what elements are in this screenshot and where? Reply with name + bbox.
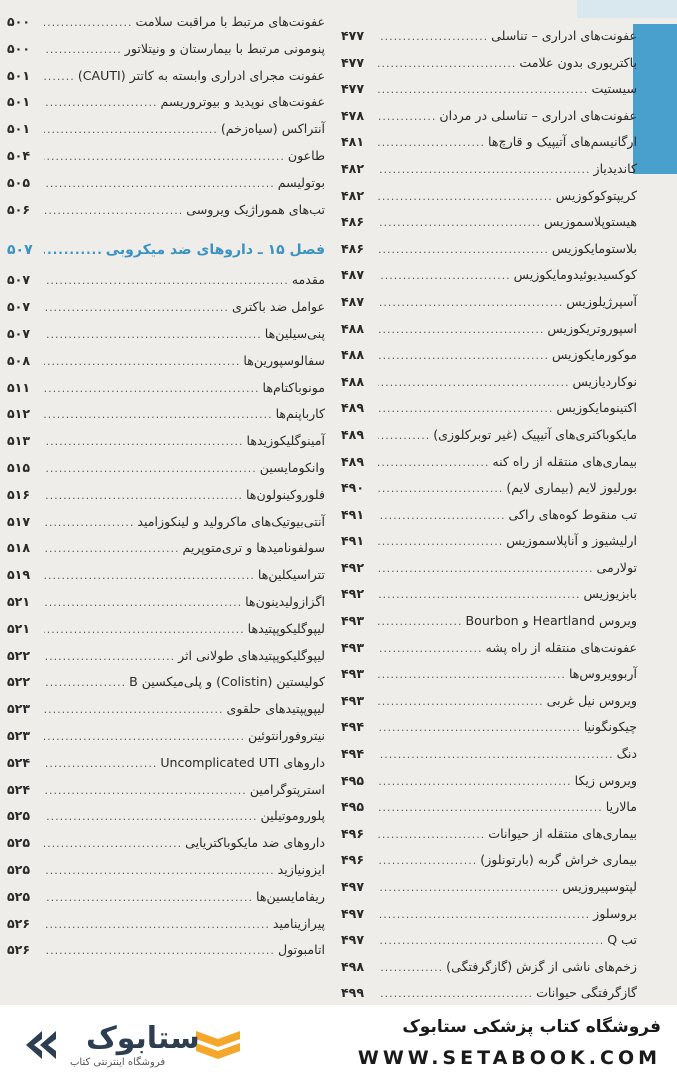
leader-dots [44,757,157,770]
toc-entry [7,41,325,68]
leader-dots [378,934,604,947]
toc-entry [341,719,637,746]
toc-entry-title: پلوروموتیلین [260,808,325,824]
toc-entry [341,108,637,135]
toc-entry [7,540,325,567]
toc-entry-page: ۵۲۳ [7,701,31,717]
toc-entry-page: ۵۰۷ [7,272,31,288]
toc-entry [341,374,637,401]
toc-entry-page: ۴۷۷ [341,81,365,97]
leader-dots [378,748,614,761]
leader-dots [378,615,462,628]
leader-dots [44,810,258,823]
toc-entry-page: ۴۹۶ [341,825,365,841]
toc-entry-title: زخم‌های ناشی از گزش (گازگرفتگی) [446,958,637,974]
toc-entry-title: لیپوگلیکوپپتیدهای طولانی اثر [178,647,325,663]
toc-entry-page: ۴۸۲ [341,187,365,203]
toc-entry [7,121,325,148]
toc-entry-page: ۴۷۷ [341,28,365,43]
toc-entry [7,916,325,943]
toc-entry [7,406,325,433]
toc-entry-title: تب‌های هموراژیک ویروسی [186,201,325,217]
toc-entry [7,594,325,621]
toc-entry-page: ۴۹۱ [341,533,365,549]
toc-entry-title: تتراسیکلین‌ها [257,567,325,583]
toc-entry-page: ۴۸۶ [341,240,365,256]
toc-entry-page: ۴۸۹ [341,426,365,442]
toc-entry [7,701,325,728]
leader-dots [378,695,544,708]
toc-entry-title: تولارمی [596,559,637,575]
toc-entry [341,134,637,161]
leader-dots [378,376,569,389]
toc-entry-page: ۴۹۰ [341,480,365,496]
toc-entry-title: باکتریوری بدون علامت [519,54,637,70]
toc-entry-page: ۵۲۵ [7,808,31,824]
toc-entry [341,347,637,374]
toc-entry [341,852,637,879]
toc-entry-title: مقدمه [291,272,325,288]
leader-dots [44,43,122,56]
toc-entry-page: ۴۹۲ [341,586,365,602]
toc-entry-page: ۵۱۹ [7,567,31,583]
toc-entry-page: ۴۹۳ [341,692,365,708]
toc-entry [341,28,637,55]
toc-entry-title: استرپتوگرامین [249,781,325,797]
leader-dots [378,216,541,229]
toc-entry [341,241,637,268]
toc-entry-page: ۵۲۵ [7,835,31,851]
toc-entry-page: ۵۲۶ [7,942,31,958]
chapter-tab [633,24,677,174]
leader-dots [378,349,549,362]
toc-entry [7,272,325,299]
leader-dots [44,623,245,636]
toc-entry [341,507,637,534]
leader-dots [378,323,544,336]
toc-entry-page: ۴۹۲ [341,559,365,575]
toc-entry-title: آمینوگلیکوزیدها [246,433,325,449]
leader-dots [44,837,182,850]
leader-dots [44,70,75,83]
toc-entry [7,862,325,889]
toc-entry-page: ۴۸۹ [341,400,365,416]
toc-entry-title: موکورمایکوزیس [551,347,637,363]
toc-entry-title: آنتی‌بیوتیک‌های ماکرولید و لینکوزامید [137,513,325,529]
leader-dots [44,301,229,314]
leader-dots [44,784,247,797]
toc-entry-title: هیستوپلاسموزیس [544,214,637,230]
chapter-title: فصل ۱۵ ـ داروهای ضد میکروبی [105,242,325,259]
toc-entry-title: کارباپنم‌ها [275,406,325,422]
toc-entry-page: ۵۲۴ [7,781,31,797]
leader-dots [44,462,257,475]
footer-banner [0,1005,677,1080]
toc-entry-title: عفونت‌های ادراری – تناسلی [491,28,637,43]
toc-entry-title: ویروس Heartland و Bourbon [465,613,637,629]
toc-entry-title: کریپتوکوکوزیس [555,187,637,203]
toc-entry [7,621,325,648]
leader-dots [378,110,436,123]
toc-entry-title: آسپرژیلوزیس [566,293,637,309]
leader-dots [378,83,588,96]
toc-entry-page: ۴۸۸ [341,373,365,389]
leader-dots [378,402,553,415]
toc-entry-page: ۵۰۵ [7,174,31,190]
toc-entry-page: ۴۹۷ [341,879,365,894]
toc-entry [7,567,325,594]
toc-entry-title: عفونت‌های ادراری – تناسلی در مردان [439,107,637,123]
toc-entry-page: ۵۱۵ [7,459,31,475]
toc-entry-title: سیستیت [591,81,637,97]
leader-dots [44,891,253,904]
toc-entry-title: داروهای Uncomplicated UTI [160,754,325,770]
toc-entry-page: ۴۹۳ [341,613,365,629]
toc-entry [7,148,325,175]
toc-entry-page: ۵۲۵ [7,861,31,877]
toc-entry-page: ۵۱۷ [7,513,31,529]
toc-entry-title: بوتولیسم [277,174,325,190]
toc-entry [341,321,637,348]
toc-entry-title: وانکومایسین [259,459,325,475]
toc-entry-page: ۵۰۰ [7,14,31,29]
leader-dots [44,96,158,109]
leader-dots [378,429,430,442]
toc-entry-title: بلاستومایکوزیس [551,240,637,256]
leader-dots [378,30,488,43]
toc-entry [341,400,637,427]
toc-entry-page: ۴۸۱ [341,134,365,150]
toc-entry-title: اتامبوتول [277,942,325,958]
toc-entry [7,808,325,835]
toc-entry [341,906,637,933]
toc-entry-title: عفونت‌های مرتبط با مراقبت سلامت [135,14,325,29]
toc-entry-title: تب Q [607,932,637,948]
toc-entry-page: ۴۹۳ [341,666,365,682]
toc-entry-title: آربوویروس‌ها [568,666,637,682]
toc-entry-page: ۵۰۸ [7,352,31,368]
toc-entry-page: ۴۹۹ [341,985,365,1001]
toc-entry-title: تب منقوط کوه‌های راکی [508,506,637,522]
leader-dots [378,668,566,681]
leader-dots [378,908,590,921]
toc-entry-title: عوامل ضد باکتری [231,299,325,315]
logo-subtitle: فروشگاه اینترنتی کتاب [70,1057,166,1068]
toc-entry-title: دنگ [616,746,637,762]
toc-entry [341,188,637,215]
toc-entry-title: نیتروفورانتوئین [248,727,325,743]
toc-entry [7,175,325,202]
toc-entry-title: کولیستین (Colistin) و پلی‌میکسین B [129,674,325,690]
toc-entry [7,674,325,701]
toc-entry-page: ۴۷۸ [341,107,365,123]
toc-entry [7,68,325,95]
toc-entry [341,932,637,959]
toc-entry-title: آنتراکس (سیاه‌زخم) [220,121,325,137]
toc-entry [341,773,637,800]
toc-entry-title: پنی‌سیلین‌ها [264,325,325,341]
store-url[interactable]: WWW.SETABOOK.COM [357,1047,661,1069]
toc-entry [7,889,325,916]
toc-entry-title: بابزیوزیس [583,586,637,602]
leader-dots [378,269,511,282]
leader-dots [378,136,485,149]
toc-entry [341,214,637,241]
toc-entry [7,299,325,326]
toc-entry [341,959,637,986]
toc-entry [7,380,325,407]
leader-dots [44,408,273,421]
toc-entry-page: ۴۹۳ [341,639,365,655]
toc-entry [7,353,325,380]
toc-entry-page: ۴۹۷ [341,905,365,921]
leader-dots [378,163,591,176]
toc-entry-page: ۴۸۷ [341,293,365,309]
toc-entry-page: ۴۹۶ [341,852,365,868]
toc-entry [7,487,325,514]
leader-dots [378,456,489,469]
toc-entry [341,640,637,667]
toc-entry [341,267,637,294]
toc-entry-title: گازگرفتگی حیوانات [536,985,637,1001]
leader-dots [44,944,275,957]
toc-entry [341,586,637,613]
leader-dots [44,123,218,136]
toc-entry-title: نوکاردیازیس [572,373,637,389]
toc-entry-title: لیپوگلیکوپپتیدها [247,620,325,636]
toc-entry-title: بروسلوز [593,905,637,921]
leader-dots [378,509,506,522]
toc-entry [341,985,637,1005]
toc-entry-page: ۵۲۲ [7,647,31,663]
leader-dots [378,296,563,309]
leader-dots [44,489,243,502]
toc-entry [7,433,325,460]
toc-entry [7,94,325,121]
logo-text: ستابوک [86,1021,200,1056]
leader-dots [378,801,603,814]
toc-entry [341,693,637,720]
leader-dots [378,190,553,203]
leader-dots [44,177,275,190]
toc-entry [341,81,637,108]
toc-entry-page: ۵۲۶ [7,915,31,931]
toc-entry-title: پیرازینامید [272,915,325,931]
toc-entry-title: پنومونی مرتبط با بیمارستان و ونیتلاتور [124,40,325,56]
leader-dots [44,435,244,448]
toc-entry-title: ویروس زیکا [574,772,637,788]
toc-entry [7,835,325,862]
leader-dots [44,150,285,163]
toc-entry [7,728,325,755]
leader-dots [44,16,133,29]
toc-left-column [7,14,325,969]
toc-entry-page: ۵۲۱ [7,620,31,636]
toc-entry-page: ۵۱۳ [7,433,31,449]
toc-entry-title: طاعون [287,147,325,163]
toc-entry-page: ۴۹۷ [341,932,365,948]
toc-entry-page: ۵۱۲ [7,406,31,422]
toc-entry-title: اکتینومایکوزیس [556,400,637,416]
toc-entry-page: ۵۰۷ [7,325,31,341]
toc-entry-page: ۵۲۴ [7,754,31,770]
toc-entry-page: ۵۲۳ [7,727,31,743]
toc-entry-page: ۴۹۸ [341,958,365,974]
toc-entry [341,454,637,481]
toc-entry-title: ایزونیازید [277,861,325,877]
toc-entry-title: عفونت‌های نوپدید و بیوتروریسم [160,94,325,110]
toc-entry-title: بیماری خراش گربه (بارتونلوز) [480,852,637,868]
toc-entry-title: داروهای ضد مایکوباکتریایی [185,835,325,851]
leader-dots [378,854,477,867]
toc-entry [7,460,325,487]
leader-dots [44,328,262,341]
toc-entry-page: ۵۱۱ [7,379,31,395]
leader-dots [44,596,242,609]
toc-entry [7,755,325,782]
chapter-page: ۵۰۷ [7,242,33,259]
chapter-heading [7,242,325,272]
leader-dots [378,588,581,601]
toc-entry [341,55,637,82]
leader-dots [44,864,275,877]
toc-entry-title: کاندیدیاز [593,160,637,176]
toc-entry-title: مالاریا [605,799,637,815]
toc-entry-title: چیکونگونیا [583,719,637,735]
toc-entry [341,879,637,906]
toc-entry-page: ۴۸۷ [341,267,365,283]
toc-entry-page: ۵۰۰ [7,40,31,56]
leader-dots [44,274,289,287]
toc-entry-page: ۴۸۸ [341,320,365,336]
toc-entry [7,14,325,41]
toc-entry-page: ۵۰۱ [7,94,31,110]
toc-entry-page: ۴۹۱ [341,506,365,522]
leader-dots [378,828,485,841]
toc-entry [7,648,325,675]
toc-entry [7,782,325,809]
toc-entry-title: ریفامایسین‌ها [256,888,325,904]
toc-entry-title: ارلیشیوز و آناپلاسموزیس [506,533,637,549]
toc-entry [7,942,325,969]
toc-entry-title: سفالوسپورین‌ها [243,352,325,368]
toc-entry-title: بیماری‌های منتقله از حیوانات [488,825,637,841]
leader-dots [44,516,134,529]
toc-entry-title: بورلیوز لایم (بیماری لایم) [506,480,637,496]
page-corner [577,0,677,18]
toc-entry-page: ۵۱۸ [7,540,31,556]
toc-entry-title: لپتوسپیروزیس [562,879,637,894]
toc-entry [7,326,325,353]
toc-entry-title: اگزازولیدینون‌ها [245,593,325,609]
toc-entry-title: عفونت مجرای ادراری وابسته به کاتتر (CAUTI) [77,67,325,83]
toc-entry-page: ۵۲۵ [7,888,31,904]
toc-entry-page: ۵۰۷ [7,299,31,315]
leader-dots [44,650,175,663]
leader-dots [378,881,559,894]
leader-dots [44,243,103,257]
leader-dots [44,204,183,217]
leader-dots [44,382,259,395]
leader-dots [378,961,443,974]
toc-entry [341,560,637,587]
setabook-logo[interactable] [16,1019,246,1071]
toc-entry-page: ۵۰۱ [7,121,31,137]
toc-entry-title: مونوباکتام‌ها [262,379,325,395]
toc-entry [341,666,637,693]
toc-entry-page: ۴۹۵ [341,799,365,815]
toc-entry [341,294,637,321]
leader-dots [44,676,126,689]
toc-entry-page: ۵۰۴ [7,147,31,163]
store-name: فروشگاه کتاب پزشکی ستابوک [402,1017,661,1037]
leader-dots [378,482,503,495]
toc-entry [341,480,637,507]
leader-dots [44,703,224,716]
toc-entry [341,427,637,454]
leader-dots [44,542,179,555]
toc-entry-page: ۵۱۶ [7,486,31,502]
toc-entry-page: ۴۹۵ [341,772,365,788]
toc-entry-title: فلوروکینولون‌ها [245,486,325,502]
leader-dots [378,775,572,788]
toc-entry-page: ۴۷۷ [341,54,365,70]
toc-entry [341,533,637,560]
toc-entry [7,514,325,541]
toc-entry [341,826,637,853]
leader-dots [44,730,245,743]
toc-right-column [341,28,637,1005]
toc-entry [7,202,325,229]
toc-entry-page: ۴۸۹ [341,453,365,469]
leader-dots [378,642,482,655]
toc-entry-page: ۴۸۸ [341,347,365,363]
toc-entry-title: سولفونامیدها و تری‌متوپریم [182,540,325,556]
toc-entry-page: ۵۲۲ [7,674,31,690]
toc-entry-page: ۵۰۱ [7,67,31,83]
toc-entry-page: ۵۲۱ [7,593,31,609]
leader-dots [378,987,533,1000]
toc-entry-page: ۴۸۶ [341,214,365,230]
leader-dots [378,243,549,256]
toc-entry-title: لیپوپپتیدهای حلقوی [226,701,325,717]
logo-mark-icon [16,1019,76,1071]
leader-dots [378,57,516,70]
toc-entry [341,799,637,826]
toc-entry-title: کوکسیدیوئیدومایکوزیس [513,267,637,283]
toc-entry-title: اسپوروتریکوزیس [547,320,637,336]
leader-dots [378,721,581,734]
leader-dots [378,562,593,575]
leader-dots [44,918,270,931]
toc-entry-title: ارگانیسم‌های آتیپیک و قارچ‌ها [488,134,637,150]
toc-entry-title: ویروس نیل غربی [546,692,637,708]
toc-entry [341,613,637,640]
toc-entry-page: ۴۸۲ [341,160,365,176]
toc-entry-title: مایکوباکتری‌های آتیپیک (غیر توبرکلوزی) [433,426,637,442]
toc-entry [341,161,637,188]
toc-entry-page: ۵۰۶ [7,201,31,217]
toc-entry-page: ۴۹۴ [341,719,365,735]
toc-entry-page: ۴۹۴ [341,746,365,762]
leader-dots [44,569,255,582]
toc-entry [341,746,637,773]
leader-dots [44,355,240,368]
toc-entry-title: عفونت‌های منتقله از راه پشه [485,639,637,655]
leader-dots [378,535,503,548]
toc-entry-title: بیماری‌های منتقله از راه کنه [492,453,637,469]
